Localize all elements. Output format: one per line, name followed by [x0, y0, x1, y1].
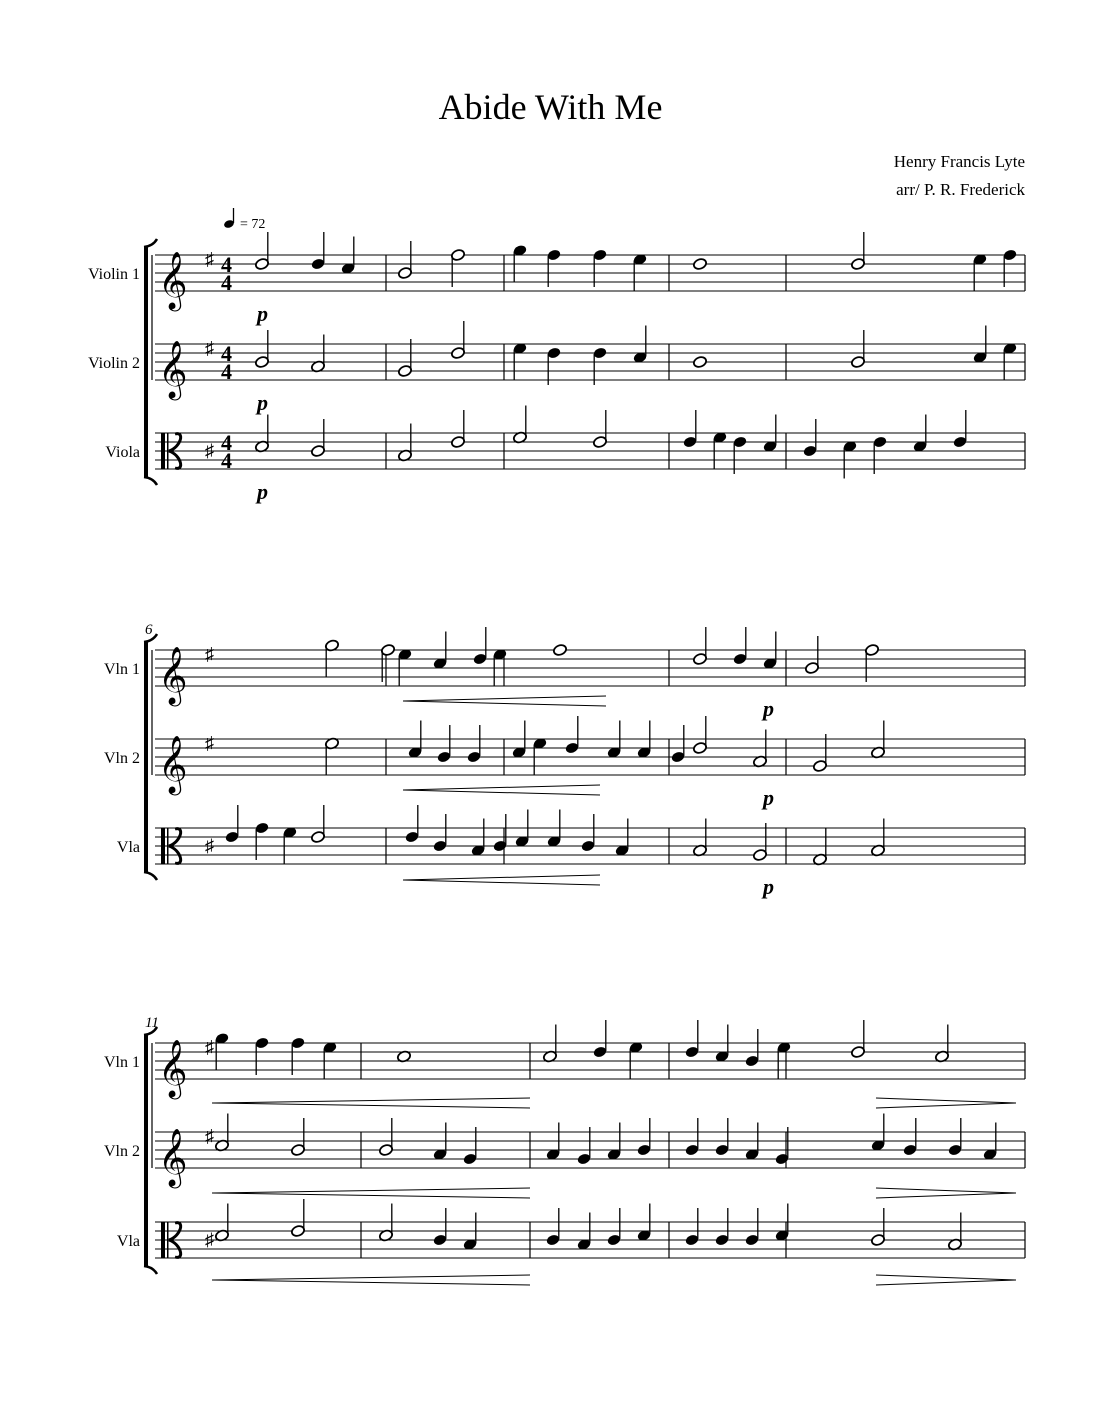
note	[291, 1118, 306, 1156]
note	[311, 335, 326, 373]
note	[513, 342, 528, 380]
note	[581, 814, 596, 852]
crescendo-hairpin	[403, 785, 600, 795]
crescendo-hairpin	[212, 1188, 530, 1198]
note	[671, 725, 686, 763]
note	[693, 258, 708, 271]
time-signature-denominator: 4	[221, 359, 232, 384]
score-systems	[88, 232, 1025, 1285]
note	[513, 406, 528, 444]
note	[813, 734, 828, 772]
note	[637, 1204, 652, 1242]
note-head	[693, 258, 708, 271]
note	[715, 1025, 730, 1063]
treble-clef-icon: 𝄞	[158, 1040, 188, 1096]
note	[255, 415, 270, 453]
note	[291, 1199, 306, 1237]
treble-clef-icon: 𝄞	[158, 341, 188, 397]
note	[775, 1204, 790, 1242]
note	[463, 1127, 478, 1165]
note	[311, 805, 326, 843]
note	[1003, 249, 1018, 287]
instrument-name: Violin 1	[88, 266, 140, 283]
note	[463, 1213, 478, 1251]
note	[341, 237, 356, 275]
crescendo-hairpin	[212, 1098, 530, 1108]
time-signature-numerator: 4	[221, 430, 232, 455]
system-2	[104, 622, 1025, 899]
note	[693, 627, 708, 665]
key-signature-sharp: ♯	[205, 1229, 214, 1250]
note	[775, 1127, 790, 1165]
note	[607, 1123, 622, 1161]
note	[408, 721, 423, 759]
instrument-name: Vln 1	[104, 1054, 140, 1071]
note	[871, 819, 886, 857]
bracket-bottom-hook	[144, 477, 157, 485]
note	[777, 1041, 792, 1079]
note	[451, 410, 466, 448]
note	[398, 339, 413, 377]
staff-vln-2	[104, 733, 1025, 810]
note	[753, 823, 768, 861]
treble-clef-icon: 𝄞	[158, 736, 188, 792]
instrument-name: Viola	[105, 444, 140, 461]
note	[398, 241, 413, 279]
note	[547, 249, 562, 287]
note	[311, 419, 326, 457]
note	[843, 440, 858, 478]
note	[715, 1118, 730, 1156]
note	[851, 232, 866, 270]
note	[493, 648, 508, 686]
note	[873, 436, 888, 474]
decrescendo-hairpin	[876, 1098, 1016, 1108]
key-signature-sharp: ♯	[205, 733, 214, 753]
note	[615, 819, 630, 857]
note	[215, 1032, 230, 1070]
measure-number: 11	[145, 1015, 159, 1031]
note	[467, 725, 482, 763]
note	[637, 721, 652, 759]
note	[871, 721, 886, 759]
note	[953, 410, 968, 448]
dynamic-marking: p	[257, 479, 268, 504]
note	[693, 356, 708, 369]
note	[913, 415, 928, 453]
key-signature-sharp: ♯	[205, 1126, 214, 1146]
note	[546, 1123, 561, 1161]
tempo-marking	[223, 208, 265, 232]
arranger-credit: arr/ P. R. Frederick	[896, 180, 1025, 199]
note	[733, 627, 748, 665]
note	[255, 1037, 270, 1075]
staff-vla	[117, 1222, 1025, 1258]
note	[451, 321, 466, 359]
dynamic-marking: p	[763, 874, 774, 899]
note	[851, 1020, 866, 1058]
system-3	[104, 1015, 1025, 1274]
note	[433, 1123, 448, 1161]
note	[745, 1123, 760, 1161]
note	[471, 819, 486, 857]
note	[715, 1208, 730, 1246]
note	[291, 1037, 306, 1075]
note	[547, 810, 562, 848]
key-signature-sharp: ♯	[205, 440, 214, 461]
note	[515, 810, 530, 848]
note	[745, 1029, 760, 1067]
note	[803, 419, 818, 457]
note	[805, 636, 820, 674]
note	[215, 1204, 230, 1242]
note	[433, 1208, 448, 1246]
staff-vln-1	[104, 1037, 1025, 1100]
note	[813, 828, 828, 866]
note	[433, 632, 448, 670]
crescendo-hairpin	[403, 875, 600, 885]
note	[323, 1041, 338, 1079]
time-signature-denominator: 4	[221, 448, 232, 473]
system-1	[88, 239, 1025, 504]
note	[685, 1118, 700, 1156]
note	[633, 326, 648, 364]
crescendo-hairpin	[212, 1275, 530, 1285]
note	[763, 632, 778, 670]
note	[283, 826, 298, 864]
dynamic-marking: p	[763, 785, 774, 810]
note	[255, 330, 270, 368]
note	[493, 814, 508, 852]
note	[745, 1208, 760, 1246]
note	[871, 1208, 886, 1246]
note	[255, 232, 270, 270]
note	[381, 644, 396, 682]
note	[593, 249, 608, 287]
dynamic-marking: p	[257, 301, 268, 326]
note	[255, 822, 270, 860]
note	[451, 249, 466, 287]
note	[973, 326, 988, 364]
notes-layer	[212, 232, 1017, 1285]
time-signature-numerator: 4	[221, 252, 232, 277]
note	[693, 819, 708, 857]
note	[565, 716, 580, 754]
instrument-name: Vln 2	[104, 1143, 140, 1160]
note	[629, 1041, 644, 1079]
note	[553, 644, 568, 657]
note	[903, 1118, 918, 1156]
note	[577, 1213, 592, 1251]
note	[753, 730, 768, 768]
note	[871, 1114, 886, 1152]
note	[546, 1208, 561, 1246]
time-signature-numerator: 4	[221, 341, 232, 366]
key-signature-sharp: ♯	[205, 1037, 214, 1057]
measure-number: 6	[145, 622, 153, 638]
note-head	[693, 356, 708, 369]
note	[593, 1020, 608, 1058]
decrescendo-hairpin	[876, 1188, 1016, 1198]
note	[973, 253, 988, 291]
key-signature-sharp: ♯	[205, 338, 214, 358]
instrument-name: Vln 1	[104, 661, 140, 678]
note	[851, 330, 866, 368]
treble-clef-icon: 𝄞	[158, 252, 188, 308]
note	[1003, 342, 1018, 380]
bracket-bottom-hook	[144, 872, 157, 880]
staff-viola	[105, 430, 1025, 504]
note	[637, 1118, 652, 1156]
note	[577, 1127, 592, 1165]
bracket-top-hook	[144, 239, 157, 247]
note	[713, 431, 728, 469]
staff-violin-1	[88, 249, 1025, 326]
treble-clef-icon: 𝄞	[158, 647, 188, 703]
note	[512, 721, 527, 759]
note	[693, 716, 708, 754]
note	[379, 1118, 394, 1156]
instrument-name: Vln 2	[104, 750, 140, 767]
note	[685, 1208, 700, 1246]
note	[633, 253, 648, 291]
note	[683, 410, 698, 448]
key-signature-sharp: ♯	[205, 249, 214, 269]
note	[437, 725, 452, 763]
decrescendo-hairpin	[876, 1275, 1016, 1285]
note	[685, 1020, 700, 1058]
score-title: Abide With Me	[438, 87, 663, 127]
note	[948, 1118, 963, 1156]
instrument-name: Violin 2	[88, 355, 140, 372]
note	[763, 415, 778, 453]
note	[513, 244, 528, 282]
dynamic-marking: p	[257, 390, 268, 415]
dynamic-marking: p	[763, 696, 774, 721]
staff-vla	[117, 828, 1025, 899]
instrument-name: Vla	[116, 839, 140, 856]
note	[433, 814, 448, 852]
staff-vln-2	[104, 1126, 1025, 1189]
time-signature-denominator: 4	[221, 270, 232, 295]
note	[983, 1123, 998, 1161]
key-signature-sharp: ♯	[205, 835, 214, 856]
note	[398, 424, 413, 462]
note	[398, 648, 413, 686]
note	[948, 1213, 963, 1251]
bracket-bottom-hook	[144, 1266, 157, 1274]
note-head	[553, 644, 568, 657]
note	[607, 1208, 622, 1246]
instrument-name: Vla	[116, 1233, 140, 1250]
note	[607, 721, 622, 759]
note	[543, 1025, 558, 1063]
note	[733, 436, 748, 474]
note	[325, 737, 340, 775]
key-signature-sharp: ♯	[205, 644, 214, 664]
treble-clef-icon: 𝄞	[158, 1129, 188, 1185]
note	[473, 627, 488, 665]
crescendo-hairpin	[403, 696, 606, 706]
staff-vln-1	[104, 644, 1025, 721]
note	[325, 639, 340, 677]
note	[593, 347, 608, 385]
note	[405, 805, 420, 843]
tempo-value: = 72	[240, 217, 266, 232]
note	[311, 232, 326, 270]
note	[379, 1204, 394, 1242]
note	[215, 1114, 230, 1152]
note	[225, 805, 240, 843]
composer-credit: Henry Francis Lyte	[893, 152, 1025, 171]
note	[865, 644, 880, 682]
note	[935, 1025, 950, 1063]
note	[593, 410, 608, 448]
note	[533, 737, 548, 775]
note	[547, 347, 562, 385]
